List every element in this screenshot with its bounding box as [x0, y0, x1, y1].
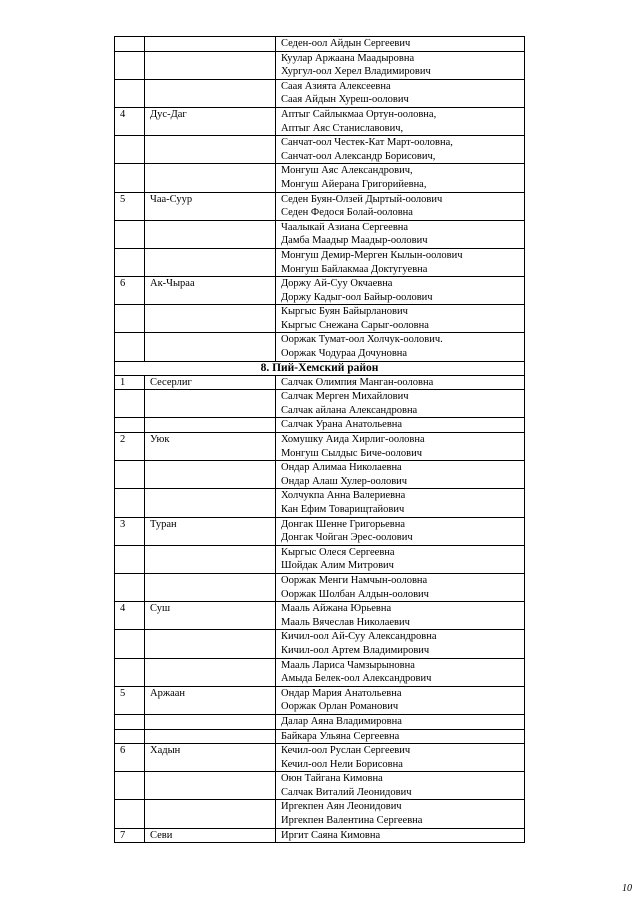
table-row	[115, 461, 525, 489]
person-name: Саая Азията Алексеевна	[281, 80, 391, 92]
person-name: Седен Федося Болай-ооловна	[281, 207, 413, 219]
row-number	[115, 418, 145, 433]
person-name: Куулар Аржаана Маадыровна	[281, 52, 415, 64]
row-number	[115, 79, 145, 107]
row-number	[115, 573, 145, 601]
family-names-cell	[276, 375, 525, 390]
family-names-cell	[276, 333, 525, 361]
family-names-cell	[276, 573, 525, 601]
table-row	[115, 192, 525, 220]
settlement-name: Аржаан	[145, 686, 276, 714]
row-number: 2	[115, 433, 145, 461]
person-name: Аптыг Сайлыкмаа Ортун-ооловна,	[281, 108, 437, 120]
document-page	[114, 36, 524, 843]
person-name: Мааль Вячеслав Николаевич	[281, 616, 410, 628]
row-number	[115, 729, 145, 744]
table-row	[115, 375, 525, 390]
family-names-cell	[276, 828, 525, 843]
person-name: Хургул-оол Херел Владимирович	[281, 66, 431, 78]
person-name: Кыргыс Буян Байырланович	[281, 306, 408, 318]
table-row	[115, 220, 525, 248]
person-name: Салчак Урана Анатольевна	[281, 419, 403, 431]
person-name: Кан Ефим Товарищтайович	[281, 504, 405, 515]
family-names-cell	[276, 192, 525, 220]
family-names-cell	[276, 729, 525, 744]
row-number	[115, 136, 145, 164]
family-names-cell	[276, 772, 525, 800]
person-name: Салчак Мерген Михайлович	[281, 391, 409, 403]
person-name: Мааль Айжана Юрьевна	[281, 603, 392, 615]
row-number: 4	[115, 602, 145, 630]
settlement-name	[145, 729, 276, 744]
family-names-cell	[276, 602, 525, 630]
family-names-cell	[276, 461, 525, 489]
person-name: Монгуш Байлакмаа Доктугуевна	[281, 263, 428, 275]
family-names-cell	[276, 418, 525, 433]
table-row	[115, 828, 525, 843]
person-name: Кичил-оол Ай-Суу Александровна	[281, 631, 437, 643]
settlement-name: Севи	[145, 828, 276, 843]
row-number: 6	[115, 744, 145, 772]
settlement-name	[145, 37, 276, 52]
table-row	[115, 333, 525, 361]
row-number	[115, 248, 145, 276]
row-number	[115, 772, 145, 800]
row-number: 5	[115, 192, 145, 220]
person-name: Аптыг Аяс Станиславович,	[281, 122, 404, 134]
person-name: Дамба Маадыр Маадыр-оолович	[281, 235, 428, 247]
family-names-cell	[276, 433, 525, 461]
family-names-cell	[276, 517, 525, 545]
settlement-name	[145, 418, 276, 433]
person-name: Седен-оол Айдын Сергеевич	[281, 38, 411, 49]
person-name: Ооржак Чодураа Дочуновна	[281, 348, 408, 360]
family-names-cell	[276, 489, 525, 517]
person-name: Мааль Лариса Чамзырыновна	[281, 659, 415, 671]
section-title: 8. Пий-Хемский район	[115, 361, 525, 375]
section-header-row	[115, 361, 525, 375]
settlement-name: Уюк	[145, 433, 276, 461]
settlement-name	[145, 658, 276, 686]
family-names-cell	[276, 658, 525, 686]
row-number	[115, 390, 145, 418]
row-number: 6	[115, 277, 145, 305]
settlement-name	[145, 390, 276, 418]
person-name: Далар Аяна Владимировна	[281, 715, 402, 727]
row-number	[115, 305, 145, 333]
family-names-cell	[276, 37, 525, 52]
table-row	[115, 37, 525, 52]
table-row	[115, 772, 525, 800]
person-name: Салчак Виталий Леонидович	[281, 786, 412, 798]
person-name: Донгак Шенне Григорьевна	[281, 518, 406, 530]
table-row	[115, 107, 525, 135]
person-name: Монгуш Айерана Григорийевна,	[281, 178, 427, 190]
row-number: 1	[115, 375, 145, 390]
person-name: Кечил-оол Нели Борисовна	[281, 758, 403, 770]
person-name: Кыргыс Олеся Сергеевна	[281, 546, 395, 558]
page-number: 10	[622, 883, 632, 894]
settlement-name	[145, 489, 276, 517]
table-row	[115, 630, 525, 658]
family-names-cell	[276, 545, 525, 573]
settlement-name: Туран	[145, 517, 276, 545]
settlement-name	[145, 164, 276, 192]
settlement-name: Дус-Даг	[145, 107, 276, 135]
family-names-cell	[276, 51, 525, 79]
table-row	[115, 418, 525, 433]
settlement-name	[145, 220, 276, 248]
family-names-cell	[276, 136, 525, 164]
person-name: Оюн Тайгана Кимовна	[281, 773, 383, 785]
table-row	[115, 517, 525, 545]
table-row	[115, 729, 525, 744]
participants-table	[114, 36, 525, 843]
settlement-name	[145, 136, 276, 164]
person-name: Доржу Ай-Суу Окчаевна	[281, 278, 393, 290]
table-row	[115, 658, 525, 686]
person-name: Иргекпен Валентина Сергеевна	[281, 815, 423, 827]
settlement-name	[145, 305, 276, 333]
row-number	[115, 461, 145, 489]
table-row	[115, 602, 525, 630]
table-row	[115, 545, 525, 573]
settlement-name	[145, 630, 276, 658]
person-name: Байкара Ульяна Сергеевна	[281, 730, 400, 742]
table-row	[115, 79, 525, 107]
settlement-name: Чаа-Суур	[145, 192, 276, 220]
table-row	[115, 714, 525, 729]
person-name: Доржу Кадыг-оол Байыр-оолович	[281, 291, 433, 303]
person-name: Ондар Алаш Хулер-оолович	[281, 475, 408, 487]
row-number	[115, 51, 145, 79]
family-names-cell	[276, 630, 525, 658]
row-number	[115, 545, 145, 573]
family-names-cell	[276, 686, 525, 714]
row-number	[115, 489, 145, 517]
person-name: Санчат-оол Александр Борисович,	[281, 150, 436, 162]
row-number: 5	[115, 686, 145, 714]
row-number	[115, 658, 145, 686]
family-names-cell	[276, 79, 525, 107]
person-name: Ооржак Шолбан Алдын-оолович	[281, 588, 429, 600]
table-row	[115, 390, 525, 418]
person-name: Ондар Алимаа Николаевна	[281, 462, 402, 474]
settlement-name: Хадын	[145, 744, 276, 772]
family-names-cell	[276, 390, 525, 418]
row-number: 3	[115, 517, 145, 545]
family-names-cell	[276, 800, 525, 828]
row-number	[115, 800, 145, 828]
row-number	[115, 714, 145, 729]
family-names-cell	[276, 714, 525, 729]
table-row	[115, 248, 525, 276]
person-name: Донгак Чойган Эрес-оолович	[281, 532, 413, 544]
family-names-cell	[276, 744, 525, 772]
settlement-name	[145, 545, 276, 573]
table-row	[115, 136, 525, 164]
table-row	[115, 433, 525, 461]
row-number: 7	[115, 828, 145, 843]
table-row	[115, 686, 525, 714]
person-name: Холчукпа Анна Валериевна	[281, 490, 406, 502]
person-name: Кыргыс Снежана Сарыг-ооловна	[281, 319, 429, 331]
family-names-cell	[276, 107, 525, 135]
settlement-name	[145, 800, 276, 828]
person-name: Саая Айдын Хуреш-оолович	[281, 94, 409, 106]
person-name: Ооржак Орлан Романович	[281, 701, 399, 713]
settlement-name	[145, 333, 276, 361]
settlement-name	[145, 714, 276, 729]
person-name: Чаалыкай Азиана Сергеевна	[281, 221, 409, 233]
row-number	[115, 220, 145, 248]
settlement-name: Суш	[145, 602, 276, 630]
person-name: Монгуш Аяс Александрович,	[281, 165, 413, 177]
person-name: Санчат-оол Честек-Кат Март-ооловна,	[281, 137, 453, 149]
row-number	[115, 164, 145, 192]
row-number: 4	[115, 107, 145, 135]
person-name: Монгуш Демир-Мерген Кылын-оолович	[281, 249, 463, 261]
person-name: Салчак Олимпия Манган-ооловна	[281, 376, 434, 388]
person-name: Амыда Белек-оол Александрович	[281, 673, 432, 685]
person-name: Иргекпен Аян Леонидович	[281, 801, 402, 813]
row-number	[115, 37, 145, 52]
family-names-cell	[276, 277, 525, 305]
family-names-cell	[276, 220, 525, 248]
family-names-cell	[276, 248, 525, 276]
person-name: Кичил-оол Артем Владимирович	[281, 644, 430, 656]
family-names-cell	[276, 305, 525, 333]
table-row	[115, 277, 525, 305]
table-row	[115, 305, 525, 333]
table-row	[115, 51, 525, 79]
person-name: Ооржак Тумат-оол Холчук-оолович.	[281, 334, 443, 346]
person-name: Ондар Мария Анатольевна	[281, 687, 402, 699]
settlement-name: Сесерлиг	[145, 375, 276, 390]
table-row	[115, 800, 525, 828]
table-row	[115, 573, 525, 601]
person-name: Ооржак Менги Намчын-ооловна	[281, 574, 428, 586]
row-number	[115, 333, 145, 361]
person-name: Иргит Саяна Кимовна	[281, 829, 381, 841]
settlement-name	[145, 461, 276, 489]
person-name: Хомушку Аида Хирлиг-ооловна	[281, 434, 425, 446]
settlement-name	[145, 772, 276, 800]
person-name: Салчак айлана Александровна	[281, 404, 418, 416]
settlement-name	[145, 248, 276, 276]
person-name: Седен Буян-Олзей Дыртый-оолович	[281, 193, 443, 205]
settlement-name	[145, 51, 276, 79]
person-name: Шойдак Алим Митрович	[281, 560, 394, 572]
person-name: Монгуш Сылдыс Биче-оолович	[281, 447, 422, 459]
settlement-name	[145, 573, 276, 601]
person-name: Кечил-оол Руслан Сергеевич	[281, 745, 411, 757]
row-number	[115, 630, 145, 658]
settlement-name	[145, 79, 276, 107]
family-names-cell	[276, 164, 525, 192]
table-row	[115, 744, 525, 772]
table-row	[115, 489, 525, 517]
table-row	[115, 164, 525, 192]
settlement-name: Ак-Чыраа	[145, 277, 276, 305]
